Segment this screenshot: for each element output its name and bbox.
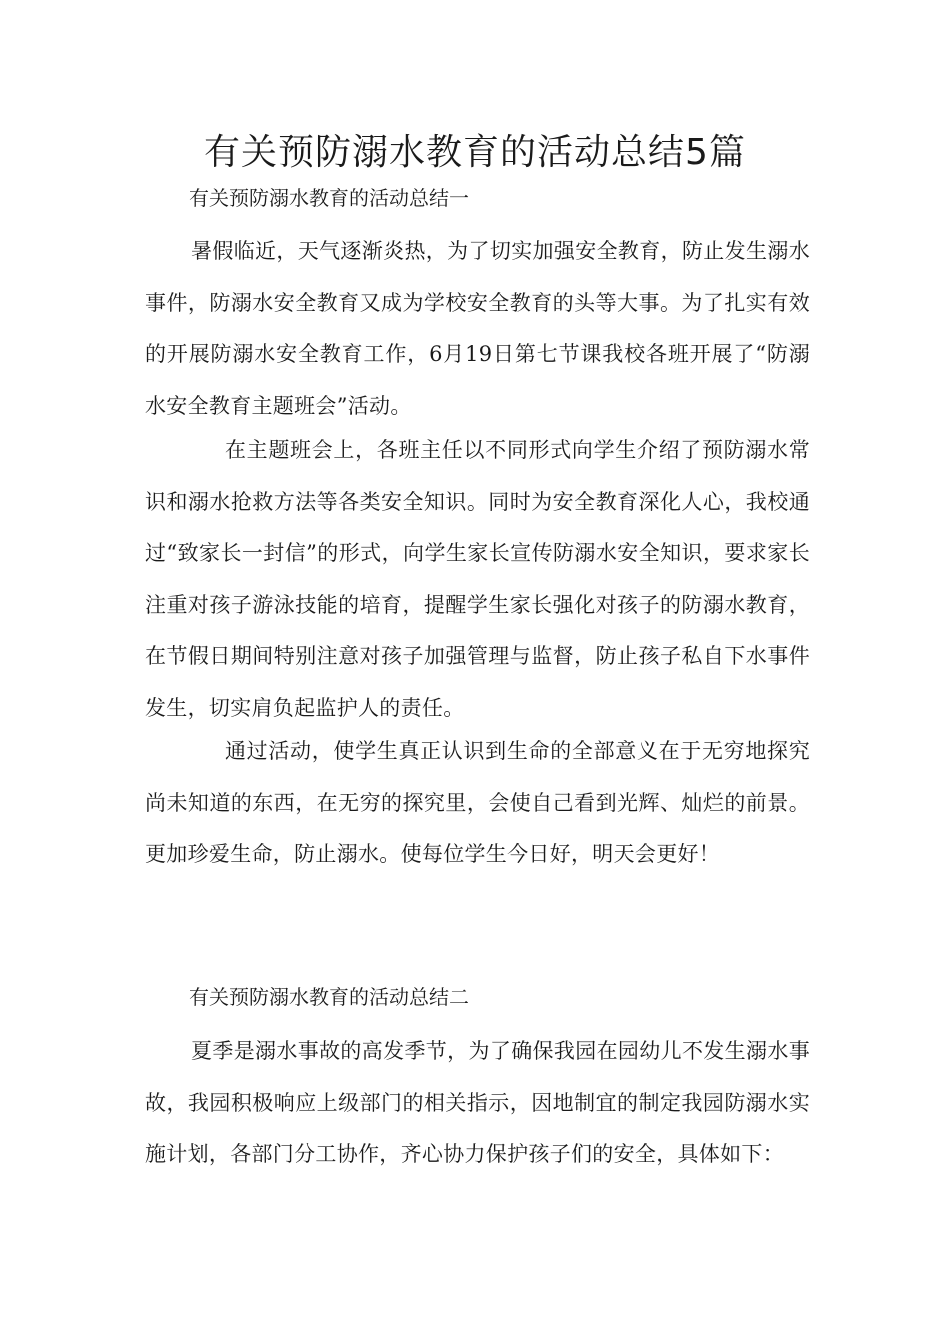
paragraph-1-3: 通过活动，使学生真正认识到生命的全部意义在于无穷地探究尚未知道的东西，在无穷的探究里，会使自己看到光辉、灿烂的前景。更加珍爱生命，防止溺水。使每位学生今日好，明天会更好！: [145, 739, 810, 866]
document-title: 有关预防溺水教育的活动总结5篇: [204, 132, 746, 173]
section-heading-2: 有关预防溺水教育的活动总结二: [189, 985, 469, 1009]
paragraph-1-1: 暑假临近，天气逐渐炎热，为了切实加强安全教育，防止发生溺水事件，防溺水安全教育又成为学校安全教育的头等大事。为了扎实有效的开展防溺水安全教育工作，6月19日第七节课我校各班开展了“防溺水安全教育主题班会”活动。: [145, 239, 810, 418]
section-heading-1: 有关预防溺水教育的活动总结一: [189, 186, 469, 210]
paragraph-1-2: 在主题班会上，各班主任以不同形式向学生介绍了预防溺水常识和溺水抢救方法等各类安全知识。同时为安全教育深化人心，我校通过“致家长一封信”的形式，向学生家长宣传防溺水安全知识，要求家长注重对孩子游泳技能的培育，提醒学生家长强化对孩子的防溺水教育，在节假日期间特别注意对孩子加强管理与监督，防止孩子私自下水事件发生，切实肩负起监护人的责任。: [145, 438, 810, 720]
paragraph-2-1: 夏季是溺水事故的高发季节，为了确保我园在园幼儿不发生溺水事故，我园积极响应上级部门的相关指示，因地制宜的制定我园防溺水实施计划，各部门分工协作，齐心协力保护孩子们的安全，具体如下：: [145, 1039, 810, 1166]
